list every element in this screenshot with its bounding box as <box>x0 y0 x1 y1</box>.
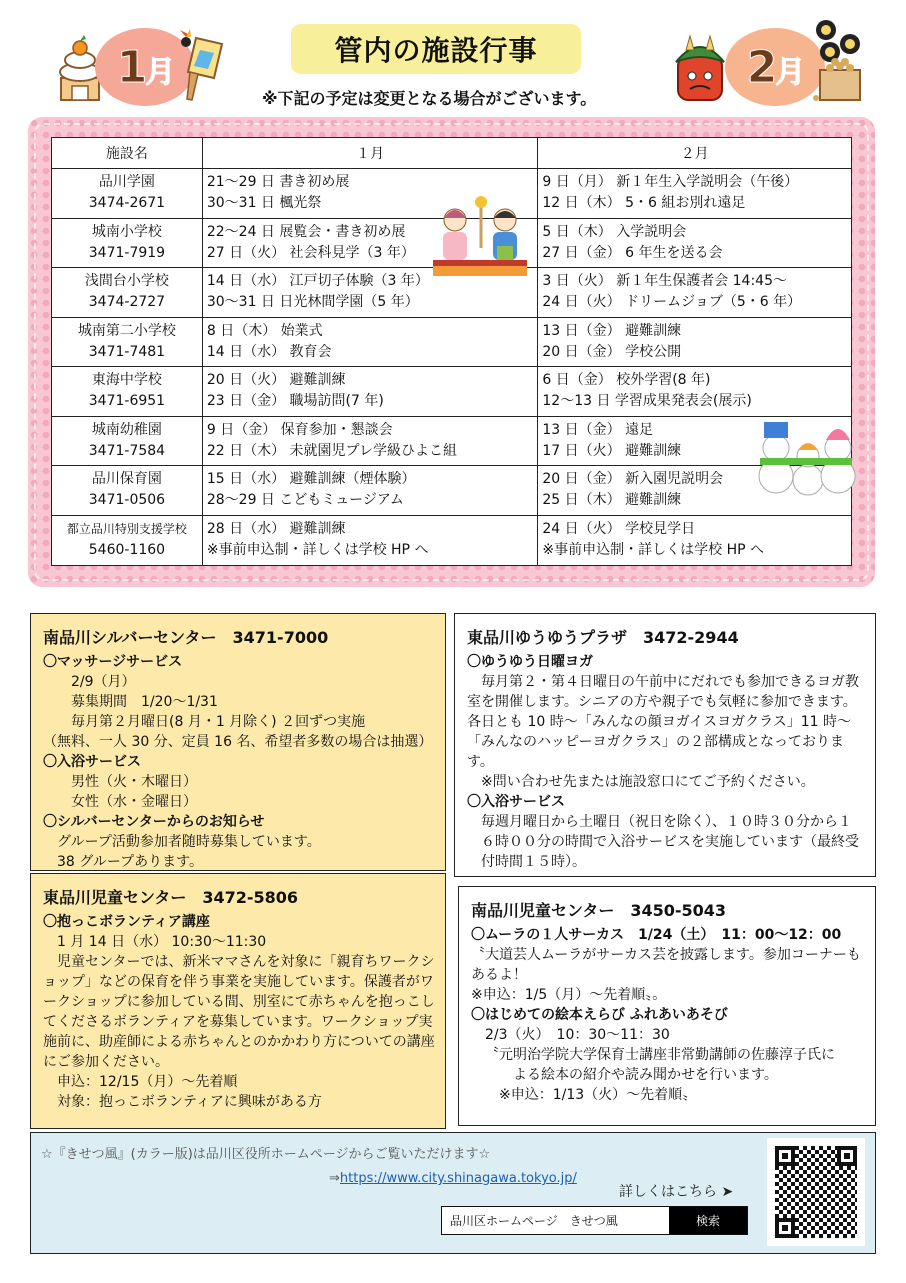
table-row <box>52 466 852 516</box>
yuyu-plaza-title: 東品川ゆうゆうプラザ 3472-2944 <box>467 628 739 647</box>
january-cell: 22～24 日 展覧会・書き初め展 27 日（火） 社会科見学（3 年） <box>202 218 538 268</box>
silver-center-box: 南品川シルバーセンター 3471-7000 〇マッサージサービス 2/9（月） 募集期間 1/20～1/31 毎月第２月曜日(8 月・1 月除く) ２回ずつ実施 （無料、一人 30 分、定員 16 名、希望者多数の場合は抽選） 〇入浴サービス 男性（火・木曜日） 女性（水・金曜日） 〇シルバーセンターからのお知らせ グループ活動参加者随時募集しています。 38 グループあります。 <box>30 613 446 871</box>
february-badge: 2月 <box>725 28 825 106</box>
silver-center-title: 南品川シルバーセンター 3471-7000 <box>43 628 329 647</box>
table-row <box>52 317 852 367</box>
bath-heading: 〇入浴サービス <box>43 754 141 770</box>
january-cell: 15 日（水） 避難訓練（煙体験） 28～29 日 こどもミュージアム <box>202 466 538 516</box>
table-header-row <box>52 138 852 169</box>
minami-children-center-box: 南品川児童センター 3450-5043 〇ムーラの１人サーカス 1/24（土） 11：00～12：00 〝大道芸人ムーラがサーカス芸を披露します。参加コーナーもあるよ！ ※申込：1/5（月）～先着順〟。 〇はじめての絵本えらび ふれあいあそび 2/3（火） 10：30～11：30 〝元明治学院大学保育士講座非常勤講師の佐藤淳子氏に よる絵本の紹介や読み聞かせを行います。 ※申込：1/13（火）～先着順〟 <box>458 886 876 1126</box>
january-cell: 20 日（火） 避難訓練 23 日（金） 職場訪問(7 年) <box>202 367 538 417</box>
bath-heading: 〇入浴サービス <box>467 794 565 810</box>
higashi-children-center-box: 東品川児童センター 3472-5806 〇抱っこボランティア講座 1 月 14 日（水） 10:30～11:30 児童センターでは、新米ママさんを対象に「親育ちワークショップ」などの保育を伴う事業を実施しています。保護者がワークショップに参加している間、別室にて赤ちゃんを抱っこしてくださるボランティアを募集しています。ワークショップ実施前に、助産師による赤ちゃんとのかかわり方についての講座にご参加ください。 申込：12/15（月）～先着順 対象：抱っこボランティアに興味がある方 <box>30 873 446 1129</box>
minami-children-center-title: 南品川児童センター 3450-5043 <box>471 901 727 920</box>
search-input[interactable] <box>442 1207 669 1234</box>
facility-cell: 城南小学校 3471-7919 <box>52 218 203 268</box>
facility-cell: 東海中学校 3471-6951 <box>52 367 203 417</box>
february-cell: 20 日（金） 新入園児説明会 25 日（木） 避難訓練 <box>538 466 852 516</box>
facility-cell: 城南幼稚園 3471-7584 <box>52 416 203 466</box>
details-label: 詳しくはこちら ➤ <box>619 1184 734 1200</box>
yuyu-plaza-box: 東品川ゆうゆうプラザ 3472-2944 〇ゆうゆう日曜ヨガ 毎月第２・第４日曜日の午前中にだれでも参加できるヨガ教室を開催します。シニアの方や親子でも気軽に参加できます。各日とも 10 時～「みんなの顔ヨガイスヨガクラス」11 時～「みんなのハッピーヨガクラス」の２部構成となっております。 ※問い合わせ先または施設窓口にてご予約ください。 〇入浴サービス 毎週月曜日から土曜日（祝日を除く）、１０時３０分から１６時００分の時間で入浴サービスを実施しています（最終受付時間１５時）。 <box>454 613 876 877</box>
volunteer-heading: 〇抱っこボランティア講座 <box>43 914 210 930</box>
qr-code-icon[interactable] <box>767 1138 865 1246</box>
massage-heading: 〇マッサージサービス <box>43 654 183 670</box>
column-header-january: １月 <box>202 138 538 169</box>
color-version-note: ☆『きせつ風』(カラー版)は品川区役所ホームページからご覧いただけます☆ <box>41 1147 491 1162</box>
notice-heading: 〇シルバーセンターからのお知らせ <box>43 814 265 830</box>
higashi-children-center-title: 東品川児童センター 3472-5806 <box>43 888 299 907</box>
picture-book-heading: 〇はじめての絵本えらび ふれあいあそび <box>471 1007 728 1023</box>
circus-heading: 〇ムーラの１人サーカス 1/24（土） 11：00～12：00 <box>471 927 842 943</box>
january-cell: 14 日（水） 江戸切子体験（3 年） 30～31 日 日光林間学園（5 年） <box>202 268 538 318</box>
table-row <box>52 515 852 565</box>
february-cell: 13 日（金） 避難訓練 20 日（金） 学校公開 <box>538 317 852 367</box>
january-cell: 21～29 日 書き初め展 30～31 日 楓光祭 <box>202 169 538 219</box>
homepage-link[interactable]: https://www.city.shinagawa.tokyo.jp/ <box>339 1171 577 1186</box>
february-cell: 13 日（金） 遠足 17 日（火） 避難訓練 <box>538 416 852 466</box>
ehomaki-beans-icon <box>810 18 870 104</box>
page-header <box>0 0 906 118</box>
yoga-heading: 〇ゆうゆう日曜ヨガ <box>467 654 593 670</box>
january-badge: 1月 <box>95 28 195 106</box>
homepage-link-line: ⇒https://www.city.shinagawa.tokyo.jp/ <box>329 1171 577 1186</box>
hatsumode-children-icon <box>433 196 527 278</box>
february-cell: 24 日（火） 学校見学日 ※事前申込制・詳しくは学校 HP へ <box>538 515 852 565</box>
page-title: 管内の施設行事 <box>291 24 581 74</box>
search-button[interactable]: 検索 <box>669 1207 747 1234</box>
facility-cell: 城南第二小学校 3471-7481 <box>52 317 203 367</box>
facility-cell: 品川学園 3474-2671 <box>52 169 203 219</box>
january-cell: 28 日（水） 避難訓練 ※事前申込制・詳しくは学校 HP へ <box>202 515 538 565</box>
january-cell: 8 日（木） 始業式 14 日（水） 教育会 <box>202 317 538 367</box>
facility-cell: 浅間台小学校 3474-2727 <box>52 268 203 318</box>
schedule-change-notice: ※下記の予定は変更となる場合がございます。 <box>262 89 597 108</box>
january-cell: 9 日（金） 保育参加・懇談会 22 日（木） 未就園児プレ学級ひよこ組 <box>202 416 538 466</box>
column-header-facility: 施設名 <box>52 138 203 169</box>
column-header-february: ２月 <box>538 138 852 169</box>
hagoita-icon <box>172 28 228 104</box>
oni-demon-icon <box>670 34 730 102</box>
facility-cell: 品川保育園 3471-0506 <box>52 466 203 516</box>
february-cell: 3 日（火） 新１年生保護者会 14:45～ 24 日（火） ドリームジョブ（5・6 年） <box>538 268 852 318</box>
table-row <box>52 416 852 466</box>
february-cell: 5 日（木） 入学説明会 27 日（金） 6 年生を送る会 <box>538 218 852 268</box>
footer-panel <box>30 1132 876 1254</box>
table-row <box>52 367 852 417</box>
february-cell: 6 日（金） 校外学習(8 年) 12～13 日 学習成果発表会(展示) <box>538 367 852 417</box>
search-box <box>441 1206 748 1235</box>
facility-cell: 都立品川特別支援学校 5460-1160 <box>52 515 203 565</box>
february-cell: 9 日（月） 新１年生入学説明会（午後） 12 日（木） 5・6 組お別れ遠足 <box>538 169 852 219</box>
snowmen-icon <box>756 418 856 498</box>
